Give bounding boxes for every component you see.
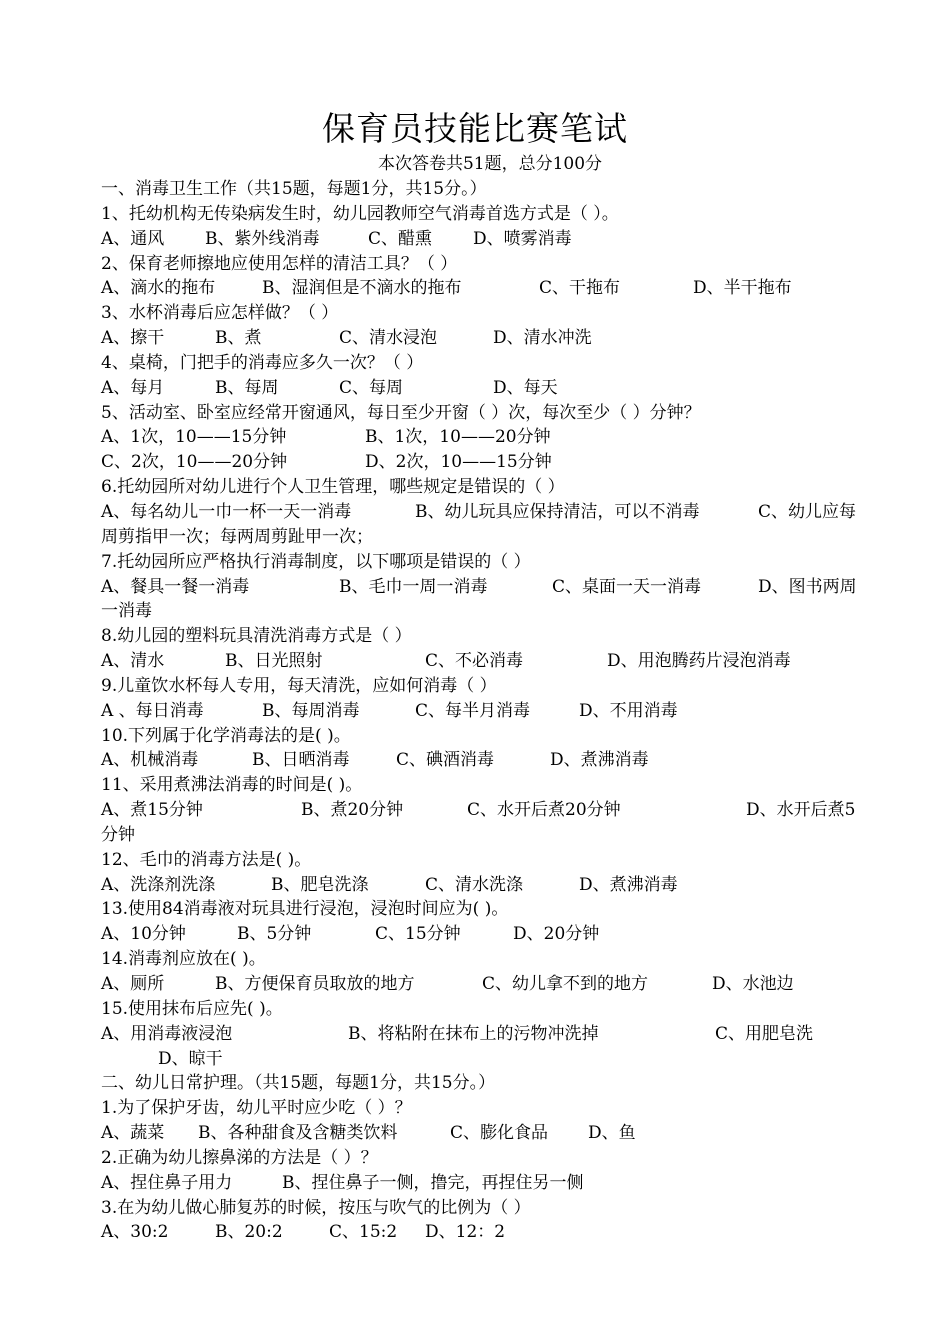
option-a: A、蔬菜 [101, 1123, 165, 1144]
option-b: B、煮20分钟 [301, 800, 404, 821]
option-b: B、将粘附在抹布上的污物冲洗掉 [348, 1023, 599, 1044]
option-a: A、每月 [101, 377, 165, 398]
option-continuation: 一消毒 [101, 601, 152, 622]
option-a: A、通风 [101, 228, 165, 249]
option-c: C、不必消毒 [425, 651, 524, 672]
options-row [101, 425, 863, 450]
option-d: D、每天 [493, 377, 558, 398]
option-d: D、清水冲洗 [493, 328, 592, 349]
option-b: B、5分钟 [237, 924, 312, 945]
option-d: D、鱼 [588, 1123, 636, 1144]
question-text: 15.使用抹布后应先( )。 [101, 998, 283, 1019]
option-d: D、12：2 [425, 1222, 506, 1243]
option-b: B、肥皂洗涤 [271, 874, 369, 895]
option-c: C、幼儿拿不到的地方 [482, 974, 649, 994]
option-c: C、醋熏 [368, 228, 433, 249]
question-text: 2、保育老师擦地应使用怎样的清洁工具？（ ） [101, 253, 458, 274]
options-row [101, 1220, 863, 1245]
question-text: 10.下列属于化学消毒法的是( )。 [101, 725, 351, 746]
question-text: 1.为了保护牙齿，幼儿平时应少吃（ ）？ [101, 1098, 412, 1119]
option-c: C、水开后煮20分钟 [467, 800, 621, 821]
option-a: A、洗涤剂洗涤 [101, 874, 216, 895]
option-a: A、餐具一餐一消毒 [101, 576, 250, 597]
options-row [101, 376, 863, 401]
option-d: D、水池边 [712, 974, 794, 994]
option-c: C、干拖布 [539, 278, 621, 299]
option-a: A、厕所 [101, 974, 165, 994]
option-d: D、煮沸消毒 [579, 874, 678, 895]
option-b: B、紫外线消毒 [205, 228, 320, 249]
option-b: B、煮 [215, 328, 262, 349]
question-text: 8.幼儿园的塑料玩具清洗消毒方式是（ ） [101, 626, 412, 647]
option-a: A、用消毒液浸泡 [101, 1023, 233, 1044]
options-row [101, 575, 863, 600]
option-continuation: 分钟 [101, 824, 135, 845]
options-row [101, 649, 863, 674]
question-text: 2.正确为幼儿擦鼻涕的方法是（ ）？ [101, 1147, 378, 1168]
question-text: 3、水杯消毒后应怎样做？（ ） [101, 303, 339, 324]
option-b: B、毛巾一周一消毒 [339, 576, 488, 597]
option-d: D、不用消毒 [579, 700, 678, 721]
option-c: C、15分钟 [375, 924, 461, 945]
option-b: B、每周 [215, 377, 279, 398]
question-text: 7.托幼园所应严格执行消毒制度，以下哪项是错误的（ ） [101, 551, 531, 572]
option-b: B、1次，10——20分钟 [365, 427, 551, 448]
option-a: A 、每日消毒 [101, 700, 204, 721]
option-a: A、清水 [101, 651, 165, 672]
option-a: A、1次，10——15分钟 [101, 427, 287, 448]
option-c: C、桌面一天一消毒 [552, 576, 702, 597]
option-a: A、每名幼儿一巾一杯一天一消毒 [101, 501, 352, 522]
option-b: B、日晒消毒 [252, 750, 350, 771]
option-d: D、用泡腾药片浸泡消毒 [607, 651, 791, 672]
option-b: B、日光照射 [225, 651, 323, 672]
option-c: C、膨化食品 [450, 1123, 549, 1144]
question-text: 5、活动室、卧室应经常开窗通风，每日至少开窗（ ）次，每次至少（ ）分钟？ [101, 402, 701, 423]
option-b: B、方便保育员取放的地方 [215, 974, 415, 994]
option-a: A、30:2 [101, 1222, 169, 1243]
options-row [101, 500, 863, 525]
exam-body [101, 177, 863, 1245]
option-a: A、捏住鼻子用力 [101, 1172, 233, 1193]
option-b: B、20:2 [215, 1222, 283, 1243]
option-d: D、水开后煮5 [746, 800, 856, 821]
question-text: 14.消毒剂应放在( )。 [101, 949, 266, 970]
options-row [101, 699, 863, 724]
page-subtitle: 本次答卷共51题，总分100分 [377, 154, 603, 174]
option-c: C、每周 [339, 377, 404, 398]
option-b: B、各种甜食及含糖类饮料 [198, 1123, 398, 1144]
options-row [101, 1171, 863, 1196]
question-text: 11、采用煮沸法消毒的时间是( )。 [101, 775, 363, 796]
options-row [101, 227, 863, 252]
section-heading: 二、幼儿日常护理。（共15题，每题1分，共15分。） [101, 1073, 496, 1094]
page-title: 保育员技能比赛笔试 [322, 109, 628, 148]
options-row [101, 1047, 863, 1072]
option-d: D、20分钟 [513, 924, 600, 945]
options-row [101, 798, 863, 823]
options-row [101, 276, 863, 301]
option-a: A、擦干 [101, 328, 165, 349]
options-row [101, 326, 863, 351]
question-text: 9.儿童饮水杯每人专用，每天清洗，应如何消毒（ ） [101, 675, 497, 696]
option-d: D、喷雾消毒 [473, 228, 572, 249]
option-b: B、捏住鼻子一侧，撸完，再捏住另一侧 [282, 1172, 584, 1193]
option-b: B、幼儿玩具应保持清洁，可以不消毒 [415, 501, 700, 522]
option-c: C、幼儿应每 [758, 501, 857, 522]
options-row [101, 873, 863, 898]
options-row [101, 450, 863, 475]
option-a: A、10分钟 [101, 924, 186, 945]
option-d: D、半干拖布 [693, 278, 792, 299]
option-d: D、晾干 [158, 1048, 223, 1069]
option-c: C、用肥皂洗 [715, 1023, 814, 1044]
option-c: C、清水浸泡 [339, 328, 438, 349]
option-a: A、滴水的拖布 [101, 278, 216, 299]
option-b: B、湿润但是不滴水的拖布 [262, 278, 462, 299]
option-c: C、清水洗涤 [425, 874, 524, 895]
options-row [101, 972, 863, 997]
question-text: 4、桌椅，门把手的消毒应多久一次？（ ） [101, 352, 424, 373]
options-row [101, 1121, 863, 1146]
option-continuation: 周剪指甲一次；每两周剪趾甲一次； [101, 526, 373, 547]
option-c: C、每半月消毒 [415, 700, 531, 721]
option-c: C、碘酒消毒 [396, 750, 495, 771]
option-a: A、机械消毒 [101, 750, 199, 771]
option-d: D、煮沸消毒 [550, 750, 649, 771]
options-row [101, 1022, 863, 1047]
question-text: 13.使用84消毒液对玩具进行浸泡，浸泡时间应为( )。 [101, 899, 509, 920]
options-row [101, 748, 863, 773]
option-d: D、图书两周 [758, 576, 857, 597]
option-b: B、每周消毒 [262, 700, 360, 721]
question-text: 3.在为幼儿做心肺复苏的时候，按压与吹气的比例为（ ） [101, 1197, 531, 1218]
option-a: A、煮15分钟 [101, 800, 203, 821]
option-c: C、15:2 [329, 1222, 398, 1243]
option-d: D、2次，10——15分钟 [365, 452, 552, 473]
question-text: 6.托幼园所对幼儿进行个人卫生管理，哪些规定是错误的（ ） [101, 477, 565, 498]
options-row [101, 922, 863, 947]
question-text: 12、毛巾的消毒方法是( )。 [101, 849, 312, 870]
option-c: C、2次，10——20分钟 [101, 452, 288, 473]
question-text: 1、托幼机构无传染病发生时，幼儿园教师空气消毒首选方式是（ ）。 [101, 203, 619, 224]
section-heading: 一、消毒卫生工作（共15题，每题1分，共15分。） [101, 179, 487, 199]
